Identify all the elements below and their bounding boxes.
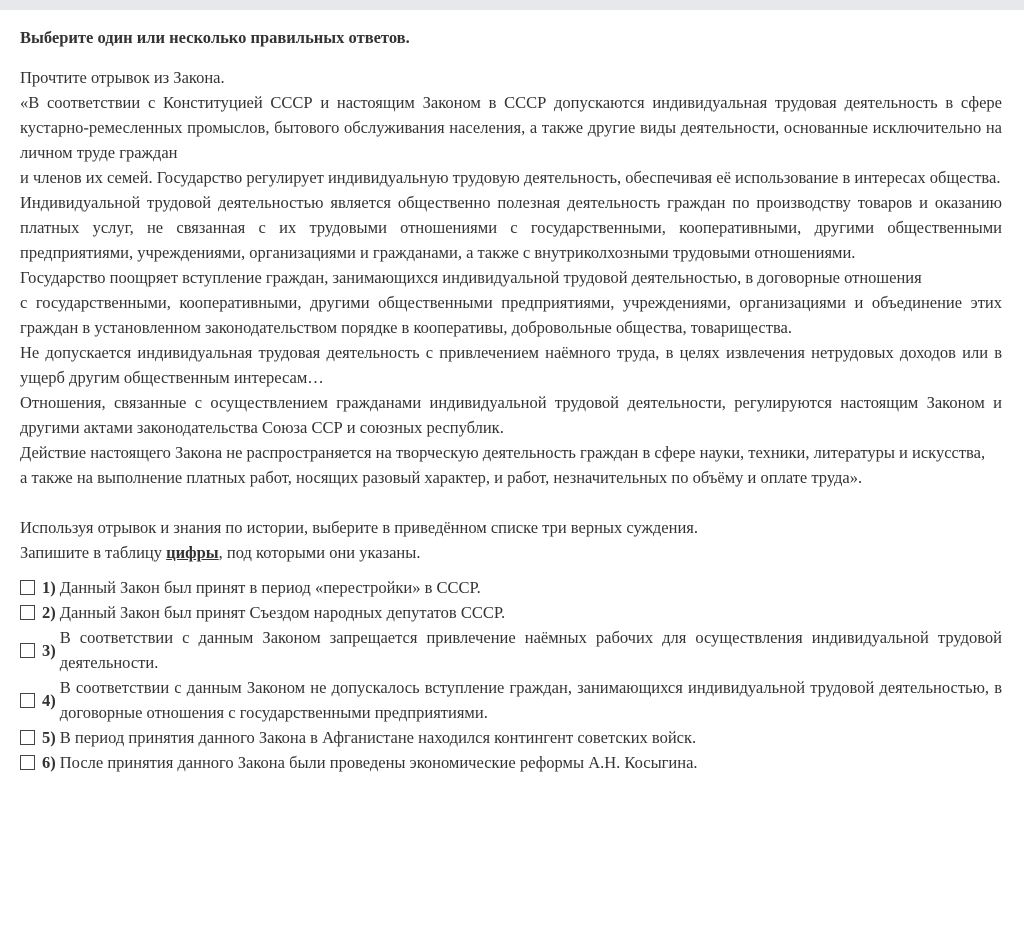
excerpt-paragraph: Не допускается индивидуальная трудовая деятельность с привлечением наёмного труда, в целях извлечения нетрудовых доходов или в ущерб другим общественным интересам… — [20, 343, 1002, 387]
excerpt-paragraph: «В соответствии с Конституцией СССР и настоящим Законом в СССР допускаются индивидуальная трудовая деятельность в сфере кустарно-ремесленных промыслов, бытового обслуживания населения, а также другие виды деятельности, основанные исключительно на личном труде граждан — [20, 93, 1002, 162]
answer-options — [20, 575, 1002, 775]
option-number: 1) — [42, 578, 56, 597]
top-bar — [0, 0, 1024, 10]
excerpt-paragraph: Индивидуальной трудовой деятельностью является общественно полезная деятельность граждан по производству товаров и оказанию платных услуг, не связанная с их трудовыми отношениями с государственными, кооперативными, другими общественными предприятиями, учреждениями, организациями и гражданами, а также с внутриколхозными трудовыми отношениями. — [20, 193, 1002, 262]
answer-option-3[interactable] — [20, 625, 1002, 675]
task-record-instruction — [20, 540, 1002, 565]
law-excerpt — [20, 90, 1002, 490]
option-number: 4) — [42, 690, 56, 710]
checkbox[interactable] — [20, 755, 35, 770]
answer-option-5[interactable] — [20, 725, 1002, 750]
task-record-prefix: Запишите в таблицу — [20, 543, 167, 562]
task-instruction: Используя отрывок и знания по истории, выберите в приведённом списке три верных суждения. — [20, 518, 698, 537]
task-record-suffix: , под которыми они указаны. — [218, 543, 421, 562]
checkbox[interactable] — [20, 605, 35, 620]
checkbox[interactable] — [20, 643, 35, 658]
excerpt-paragraph: и членов их семей. Государство регулирует индивидуальную трудовую деятельность, обеспечивая её использование в интересах общества. — [20, 168, 1001, 187]
option-number: 2) — [42, 603, 56, 622]
excerpt-paragraph: с государственными, кооперативными, другими общественными предприятиями, учреждениями, организациями и объединение этих граждан в установленном законодательством порядке в кооперативы, добровольные общества, товарищества. — [20, 293, 1002, 337]
question-heading: Выберите один или несколько правильных ответов. — [20, 28, 410, 47]
excerpt-paragraph: Отношения, связанные с осуществлением гражданами индивидуальной трудовой деятельности, регулируются настоящим Законом и другими актами законодательства Союза ССР и союзных республик. — [20, 393, 1002, 437]
option-number: 6) — [42, 753, 56, 772]
task-record-emphasis: цифры — [166, 543, 219, 562]
answer-option-2[interactable] — [20, 600, 1002, 625]
excerpt-paragraph: Действие настоящего Закона не распространяется на творческую деятельность граждан в сфере науки, техники, литературы и искусства, — [20, 443, 986, 462]
question-content — [20, 25, 1002, 775]
excerpt-paragraph: а также на выполнение платных работ, носящих разовый характер, и работ, незначительных по объёму и оплате труда». — [20, 468, 863, 487]
option-text: После принятия данного Закона были проведены экономические реформы А.Н. Косыгина. — [59, 753, 698, 772]
option-number: 5) — [42, 728, 56, 747]
answer-option-6[interactable] — [20, 750, 1002, 775]
option-number: 3) — [42, 640, 56, 660]
option-text: В соответствии с данным Законом запрещается привлечение наёмных рабочих для осуществления индивидуальной трудовой деятельности. — [59, 628, 1002, 672]
option-text: Данный Закон был принят Съездом народных депутатов СССР. — [59, 603, 506, 622]
answer-option-1[interactable] — [20, 575, 1002, 600]
checkbox[interactable] — [20, 580, 35, 595]
option-text: Данный Закон был принят в период «перестройки» в СССР. — [59, 578, 481, 597]
option-text: В соответствии с данным Законом не допускалось вступление граждан, занимающихся индивидуальной трудовой деятельностью, в договорные отношения с государственными предприятиями. — [59, 678, 1002, 722]
option-text: В период принятия данного Закона в Афганистане находился контингент советских войск. — [59, 728, 697, 747]
intro-text: Прочтите отрывок из Закона. — [20, 68, 225, 87]
excerpt-paragraph: Государство поощряет вступление граждан, занимающихся индивидуальной трудовой деятельностью, в договорные отношения — [20, 268, 922, 287]
answer-option-4[interactable] — [20, 675, 1002, 725]
checkbox[interactable] — [20, 693, 35, 708]
checkbox[interactable] — [20, 730, 35, 745]
